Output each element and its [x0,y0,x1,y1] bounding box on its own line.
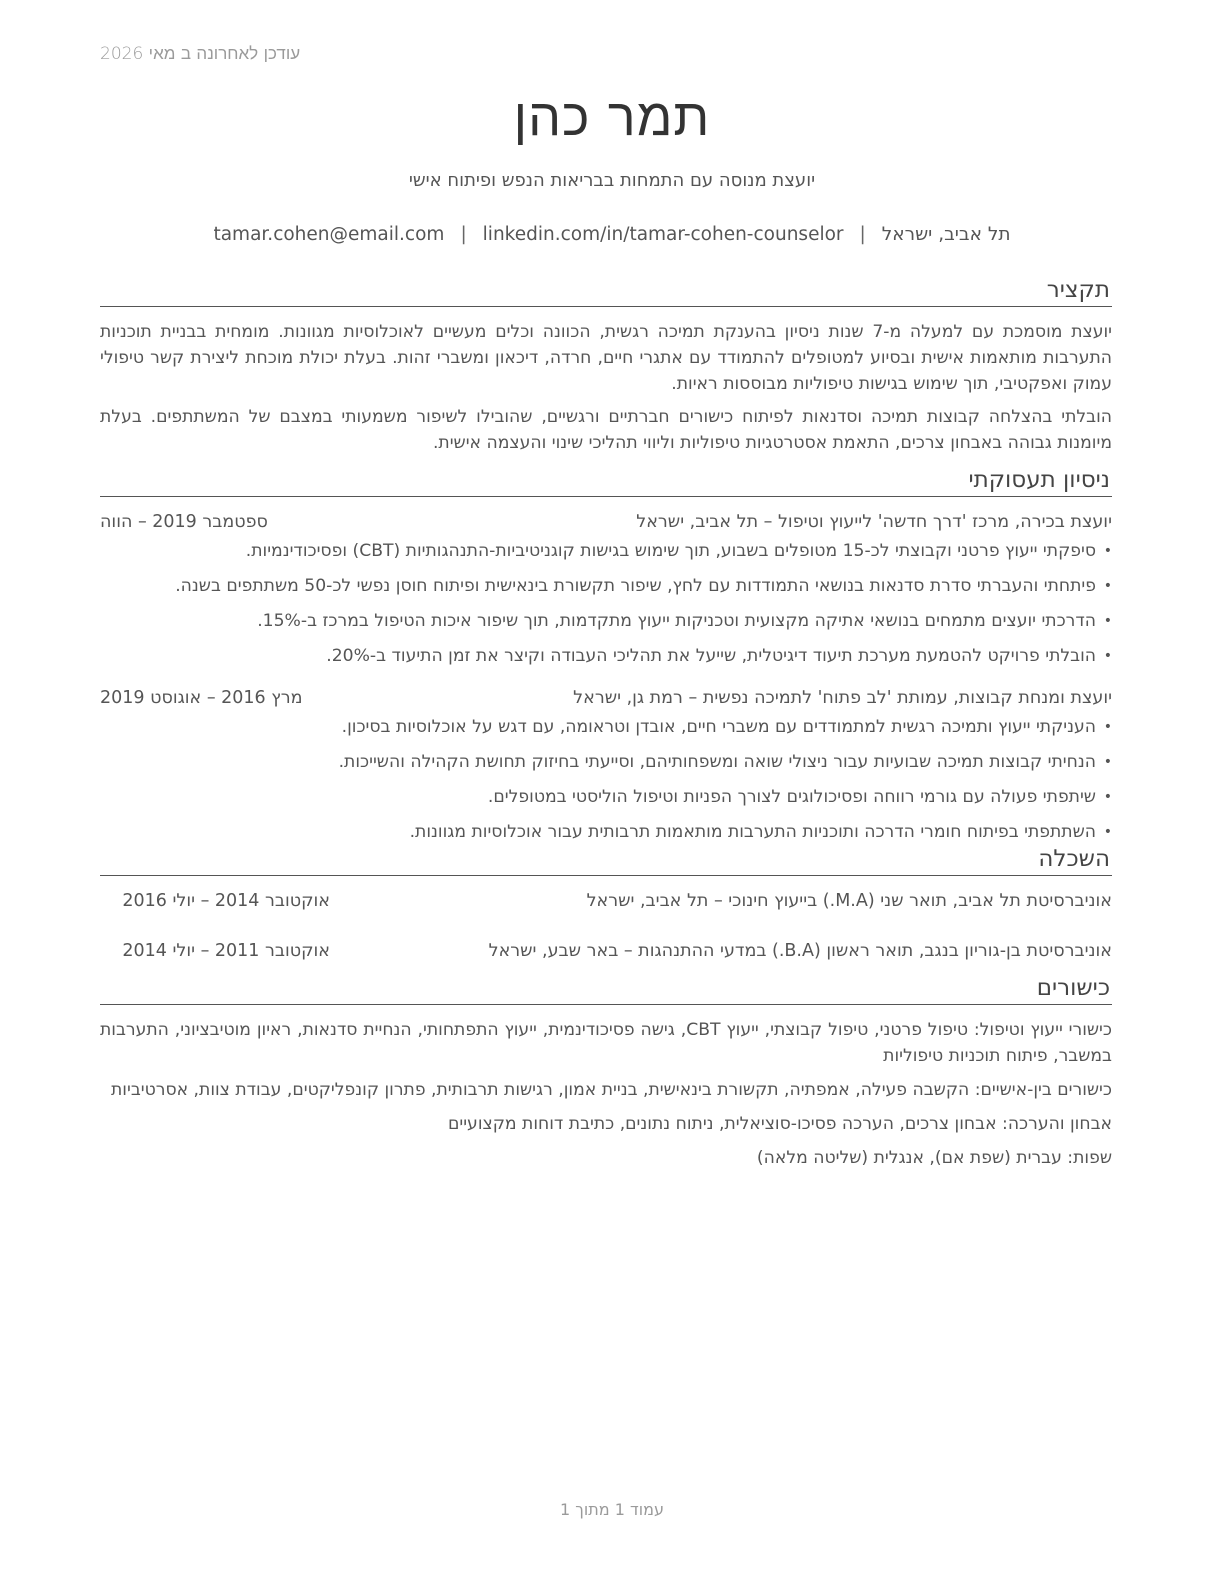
job-bullet: • הדרכתי יועצים מתמחים בנושאי אתיקה מקצועית וטכניקות ייעוץ מתקדמות, תוך שיפור איכות הטיפול במרכז ב-15%. [100,608,1112,634]
job-bullet: • השתתפתי בפיתוח חומרי הדרכה ותוכניות התערבות מותאמות תרבותית עבור אוכלוסיות מגוונות. [100,819,1112,845]
education-degree: אוניברסיטת בן-גוריון בנגב, תואר ראשון (B.A.) במדעי ההתנהגות – באר שבע, ישראל [488,941,1112,961]
page-number: עמוד 1 מתוך 1 [560,1500,664,1519]
section-title-skills: כישורים [100,974,1112,1005]
job-bullet: • פיתחתי והעברתי סדרת סדנאות בנושאי התמודדות עם לחץ, שיפור תקשורת בינאישית ופיתוח חוסן נפשי לכ-50 משתתפים בשנה. [100,573,1112,599]
education-degree: אוניברסיטת תל אביב, תואר שני (M.A.) בייעוץ חינוכי – תל אביב, ישראל [586,891,1112,911]
resume-content [100,276,1112,1179]
education-entry [100,938,1112,964]
contact-linkedin[interactable]: linkedin.com/in/tamar-cohen-counselor [482,224,844,245]
skill-line: אבחון והערכה: אבחון צרכים, הערכה פסיכו-סוציאלית, ניתוח נתונים, כתיבת דוחות מקצועיים [447,1114,1112,1134]
job-entry [100,509,1112,669]
contact-separator: | [460,224,467,245]
section-title-experience: ניסיון תעסוקתי [100,466,1112,497]
education-dates: אוקטובר 2011 – יולי 2014 [122,941,330,961]
skill-line: שפות: עברית (שפת אם), אנגלית (שליטה מלאה) [756,1148,1112,1168]
job-bullets [100,714,1112,845]
candidate-name: תמר כהן [513,88,711,148]
contact-location: תל אביב, ישראל [881,224,1011,245]
skill-line: כישורים בין-אישיים: הקשבה פעילה, אמפתיה, תקשורת בינאישית, בניית אמון, רגישות תרבותית, פתרון קונפליקטים, עבודת צוות, אסרטיביות [111,1080,1112,1100]
job-dates: מרץ 2016 – אוגוסט 2019 [100,688,303,708]
job-role: יועצת בכירה, מרכז 'דרך חדשה' לייעוץ וטיפול – תל אביב, ישראל [636,512,1112,532]
job-header [100,685,1112,711]
education-entry [100,888,1112,914]
job-bullet: • הנחיתי קבוצות תמיכה שבועיות עבור ניצולי שואה ומשפחותיהם, וסייעתי בחיזוק תחושת הקהילה והשייכות. [100,749,1112,775]
job-bullet: • הובלתי פרויקט להטמעת מערכת תיעוד דיגיטלית, שייעל את תהליכי העבודה וקיצר את זמן התיעוד ב-20%. [100,643,1112,669]
job-bullet: • שיתפתי פעולה עם גורמי רווחה ופסיכולוגים לצורך הפניות וטיפול הוליסטי במטופלים. [100,784,1112,810]
section-title-summary: תקציר [100,276,1112,307]
job-dates: ספטמבר 2019 – הווה [100,512,268,532]
skill-line: כישורי ייעוץ וטיפול: טיפול פרטני, טיפול קבוצתי, ייעוץ CBT, גישה פסיכודינמית, ייעוץ התפתחותי, הנחיית סדנאות, ראיון מוטיבציוני, התערבות במשבר, פיתוח תוכניות טיפוליות [100,1020,1112,1066]
experience-section [100,466,1112,845]
education-dates: אוקטובר 2014 – יולי 2016 [122,891,330,911]
job-bullets [100,538,1112,669]
contact-email[interactable]: tamar.cohen@email.com [213,224,445,245]
job-entry [100,685,1112,845]
contact-separator: | [859,224,866,245]
last-updated: עודכן לאחרונה ב מאי 2026 [100,44,301,64]
job-bullet: • סיפקתי ייעוץ פרטני וקבוצתי לכ-15 מטופלים בשבוע, תוך שימוש בגישות קוגניטיביות-התנהגותיות (CBT) ופסיכודינמיות. [100,538,1112,564]
contact-line [0,224,1224,245]
summary-section [100,276,1112,456]
summary-paragraph: יועצת מוסמכת עם למעלה מ-7 שנות ניסיון בהענקת תמיכה רגשית, הכוונה וכלים מעשיים לאוכלוסיות מגוונות. מומחית בבניית תוכניות התערבות מותאמות אישית ובסיוע למטופלים להתמודד עם אתגרי חיים, חרדה, דיכאון ומשברי זהות. בעלת יכולת מוכחת ליצירת קשר טיפולי עמוק ואפקטיבי, תוך שימוש בגישות טיפוליות מבוססות ראיות. [100,322,1112,394]
job-bullet: • העניקתי ייעוץ ותמיכה רגשית למתמודדים עם משברי חיים, אובדן וטראומה, עם דגש על אוכלוסיות בסיכון. [100,714,1112,740]
section-title-education: השכלה [100,845,1112,876]
job-header [100,509,1112,535]
summary-paragraph: הובלתי בהצלחה קבוצות תמיכה וסדנאות לפיתוח כישורים חברתיים ורגשיים, שהובילו לשיפור משמעותי במצבם של המשתתפים. בעלת מיומנות גבוהה באבחון צרכים, התאמת אסטרטגיות טיפוליות וליווי תהליכי שינוי והעצמה אישית. [100,407,1112,453]
skills-section [100,974,1112,1171]
education-section [100,845,1112,964]
candidate-subtitle: יועצת מנוסה עם התמחות בבריאות הנפש ופיתוח אישי [408,170,816,191]
job-role: יועצת ומנחת קבוצות, עמותת 'לב פתוח' לתמיכה נפשית – רמת גן, ישראל [573,688,1112,708]
